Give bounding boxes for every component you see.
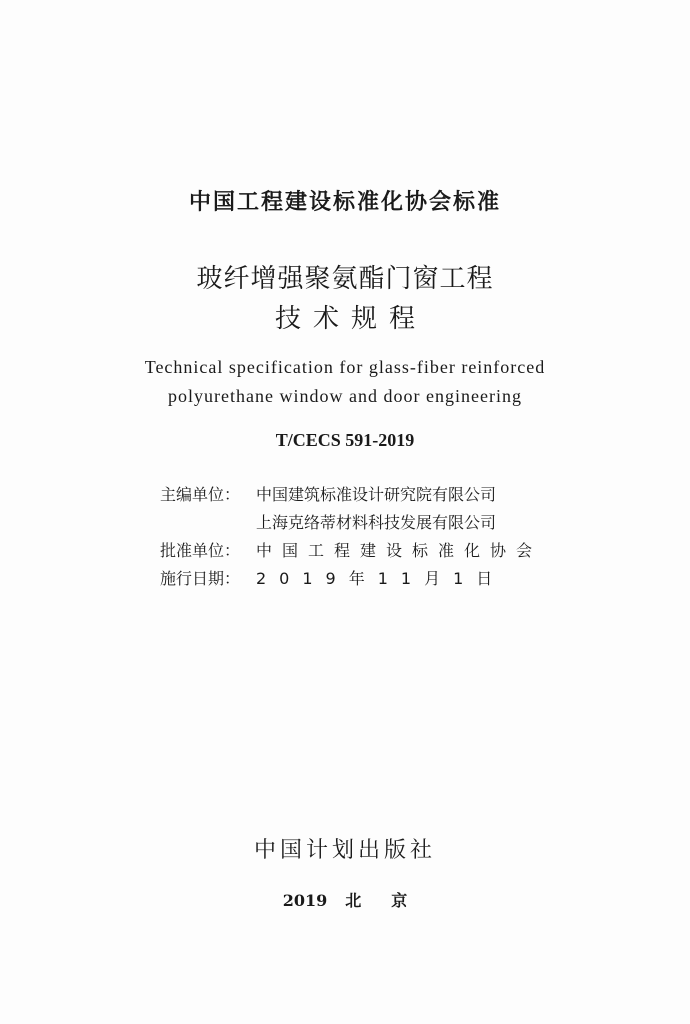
approval-unit-label: 批准单位： (160, 541, 241, 560)
english-title-line-1: Technical specification for glass-fiber reinforced (144, 357, 546, 377)
document-title-line-2: 技术规程 (274, 304, 427, 334)
chief-unit-row-2 (160, 510, 496, 533)
effective-date-label: 施行日期： (160, 569, 241, 588)
english-title-line-2: polyurethane window and door engineering (168, 386, 522, 406)
standard-series-heading: 中国工程建设标准化协会标准 (188, 190, 501, 215)
approval-unit: 中国工程建设标准化协会 (256, 541, 543, 560)
approval-unit-row (160, 538, 542, 561)
effective-date: 2019年11月1日 (256, 569, 506, 588)
publisher-name: 中国计划出版社 (253, 838, 436, 863)
chief-unit-1: 中国建筑标准设计研究院有限公司 (256, 485, 497, 504)
chief-unit-label: 主编单位： (160, 485, 241, 504)
chief-unit-row (160, 482, 496, 505)
publication-place (0, 888, 690, 911)
chief-unit-2: 上海克络蒂材料科技发展有限公司 (256, 513, 497, 532)
standard-code: T/CECS 591-2019 (275, 430, 415, 450)
document-title-line-1: 玻纤增强聚氨酯门窗工程 (196, 264, 494, 294)
effective-date-row (160, 566, 505, 589)
publication-city-char-1: 北 (345, 891, 362, 910)
publication-city-char-2: 京 (391, 891, 408, 910)
publication-year: 2019 (282, 891, 328, 910)
